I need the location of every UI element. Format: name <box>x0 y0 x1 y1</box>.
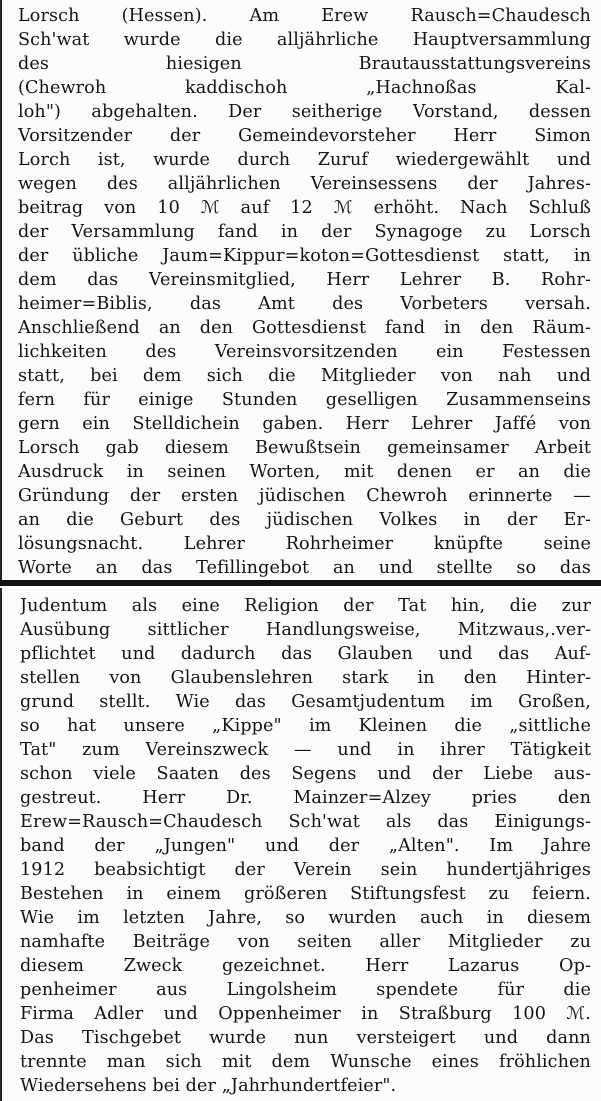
text-line: grund stellt. Wie das Gesamtjudentum im Großen, <box>20 692 591 712</box>
text-line: Gründung der ersten jüdischen Chewroh erinnerte — <box>18 486 591 506</box>
text-line: loh") abgehalten. Der seitherige Vorstand, dessen <box>18 102 591 122</box>
text-line: dem das Vereinsmitglied, Herr Lehrer B. Rohr- <box>18 270 591 290</box>
text-line: band der „Jungen" und der „Alten". Im Jahre <box>20 836 591 856</box>
text-line: statt, bei dem sich die Mitglieder von nah und <box>18 366 591 386</box>
text-line: Sch'wat wurde die alljährliche Hauptversammlung <box>18 30 591 50</box>
text-line: des hiesigen Brautausstattungsvereins <box>18 54 591 74</box>
text-line: 1912 beabsichtigt der Verein sein hundertjähriges <box>20 860 591 880</box>
text-line: Anschließend an den Gottesdienst fand in den Räum- <box>18 318 591 338</box>
text-line: lichkeiten des Vereinsvorsitzenden ein Festessen <box>18 342 591 362</box>
article-clipping-part-2 <box>0 588 601 1101</box>
paragraph-part-1 <box>18 4 591 580</box>
text-line: Lorsch gab diesem Bewußtsein gemeinsamer Arbeit <box>18 438 591 458</box>
clipping-divider <box>0 580 601 586</box>
text-line: Lorsch (Hessen). Am Erew Rausch=Chaudesch <box>18 6 591 26</box>
text-line: Ausübung sittlicher Handlungsweise, Mitzwaus,.ver- <box>20 620 591 640</box>
text-line: Wie im letzten Jahre, so wurden auch in diesem <box>20 908 591 928</box>
text-line: Lorch ist, wurde durch Zuruf wiedergewählt und <box>18 150 591 170</box>
text-line: Ausdruck in seinen Worten, mit denen er an die <box>18 462 591 482</box>
text-line: trennte man sich mit dem Wunsche eines fröhlichen <box>20 1052 591 1072</box>
text-line: gern ein Stelldichein gaben. Herr Lehrer Jaffé von <box>18 414 591 434</box>
text-line: Firma Adler und Oppenheimer in Straßburg 100 ℳ. <box>20 1004 591 1024</box>
text-line: Das Tischgebet wurde nun versteigert und dann <box>20 1028 591 1048</box>
text-line: Tat" zum Vereinszweck — und in ihrer Tätigkeit <box>20 740 591 760</box>
text-line: Wiedersehens bei der „Jahrhundertfeier". <box>20 1076 397 1096</box>
text-line: diesem Zweck gezeichnet. Herr Lazarus Op- <box>20 956 591 976</box>
text-line: gestreut. Herr Dr. Mainzer=Alzey pries den <box>20 788 591 808</box>
text-line: (Chewroh kaddischoh „Hachnoßas Kal- <box>18 78 591 98</box>
text-line: so hat unsere „Kippe" im Kleinen die „sittliche <box>20 716 591 736</box>
text-line: pflichtet und dadurch das Glauben und das Auf- <box>20 644 591 664</box>
paragraph-part-2 <box>20 594 591 1098</box>
text-line: Erew=Rausch=Chaudesch Sch'wat als das Einigungs- <box>20 812 591 832</box>
text-line: an die Geburt des jüdischen Volkes in der Er- <box>18 510 591 530</box>
text-line: heimer=Biblis, das Amt des Vorbeters versah. <box>18 294 591 314</box>
text-line: Judentum als eine Religion der Tat hin, die zur <box>20 596 591 616</box>
text-line: penheimer aus Lingolsheim spendete für die <box>20 980 591 1000</box>
text-line: lösungsnacht. Lehrer Rohrheimer knüpfte seine <box>18 534 591 554</box>
text-line: der übliche Jaum=Kippur=koton=Gottesdienst statt, in <box>18 246 591 266</box>
text-line: wegen des alljährlichen Vereinsessens der Jahres- <box>18 174 591 194</box>
column-left-rule <box>0 0 2 580</box>
text-line: Vorsitzender der Gemeindevorsteher Herr Simon <box>18 126 591 146</box>
text-line: beitrag von 10 ℳ auf 12 ℳ erhöht. Nach Schluß <box>18 198 591 218</box>
text-line: stellen von Glaubenslehren stark in den Hinter- <box>20 668 591 688</box>
text-line: Bestehen in einem größeren Stiftungsfest zu feiern. <box>20 884 591 904</box>
text-line: der Versammlung fand in der Synagoge zu Lorsch <box>18 222 591 242</box>
text-line: namhafte Beiträge von seiten aller Mitglieder zu <box>20 932 591 952</box>
text-line: Worte an das Tefillingebot an und stellte so das <box>18 558 591 578</box>
text-line: schon viele Saaten des Segens und der Liebe aus- <box>20 764 591 784</box>
text-line: fern für einige Stunden geselligen Zusammenseins <box>18 390 591 410</box>
